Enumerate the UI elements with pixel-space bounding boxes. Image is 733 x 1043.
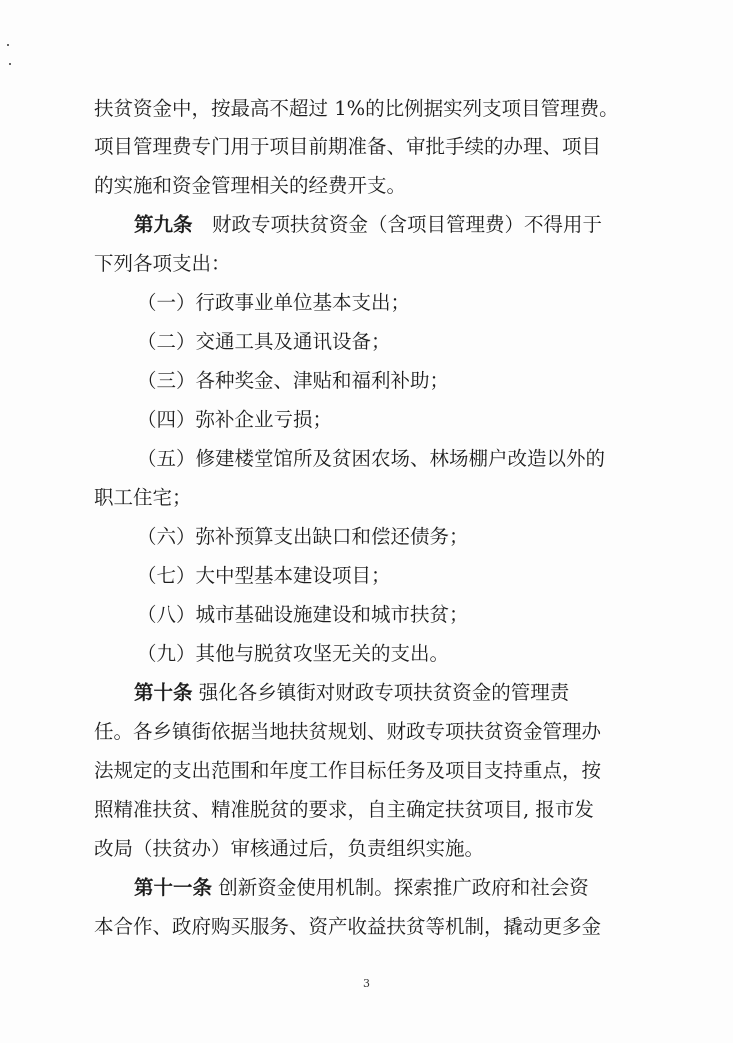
list-item: （六）弥补预算支出缺口和偿还债务； — [137, 525, 469, 548]
list-item: （八）城市基础设施建设和城市扶贫； — [137, 603, 469, 626]
article-heading: 第十一条 — [134, 876, 213, 899]
list-item: （一）行政事业单位基本支出； — [137, 291, 411, 314]
page-number: 3 — [363, 977, 370, 990]
list-item: （九）其他与脱贫攻坚无关的支出。 — [137, 642, 450, 665]
article-10-line — [0, 680, 733, 706]
body-line: 下列各项支出： — [94, 252, 231, 275]
body-line: 的实施和资金管理相关的经费开支。 — [94, 174, 407, 197]
body-line: 项目管理费专门用于项目前期准备、审批手续的办理、项目 — [94, 135, 602, 158]
body-line: 照精准扶贫、精准脱贫的要求，自主确定扶贫项目, 报市发 — [94, 798, 594, 821]
body-line: 扶贫资金中，按最高不超过 1%的比例据实列支项目管理费。 — [94, 97, 619, 120]
scan-speck — [9, 63, 11, 65]
list-item: （七）大中型基本建设项目； — [137, 564, 391, 587]
article-11-line — [0, 875, 733, 901]
list-item: （二）交通工具及通讯设备； — [137, 330, 391, 353]
body-line: 改局（扶贫办）审核通过后，负责组织实施。 — [94, 837, 485, 860]
article-heading: 第十条 — [134, 681, 193, 704]
scan-speck — [7, 44, 9, 46]
article-text: 财政专项扶贫资金（含项目管理费）不得用于 — [192, 213, 603, 236]
body-line: 法规定的支出范围和年度工作目标任务及项目支持重点，按 — [94, 759, 602, 782]
body-line: 任。各乡镇街依据当地扶贫规划、财政专项扶贫资金管理办 — [94, 720, 602, 743]
list-item-continuation: 职工住宅； — [94, 486, 192, 509]
list-item: （四）弥补企业亏损； — [137, 408, 333, 431]
article-text: 强化各乡镇街对财政专项扶贫资金的管理责 — [192, 681, 570, 704]
article-text: 创新资金使用机制。探索推广政府和社会资 — [212, 876, 589, 899]
list-item: （三）各种奖金、津贴和福利补助； — [137, 369, 450, 392]
list-item: （五）修建楼堂馆所及贫困农场、林场棚户改造以外的 — [137, 447, 606, 470]
article-9-line — [0, 212, 733, 238]
article-heading: 第九条 — [134, 213, 193, 236]
body-line: 本合作、政府购买服务、资产收益扶贫等机制，撬动更多金 — [94, 915, 602, 938]
